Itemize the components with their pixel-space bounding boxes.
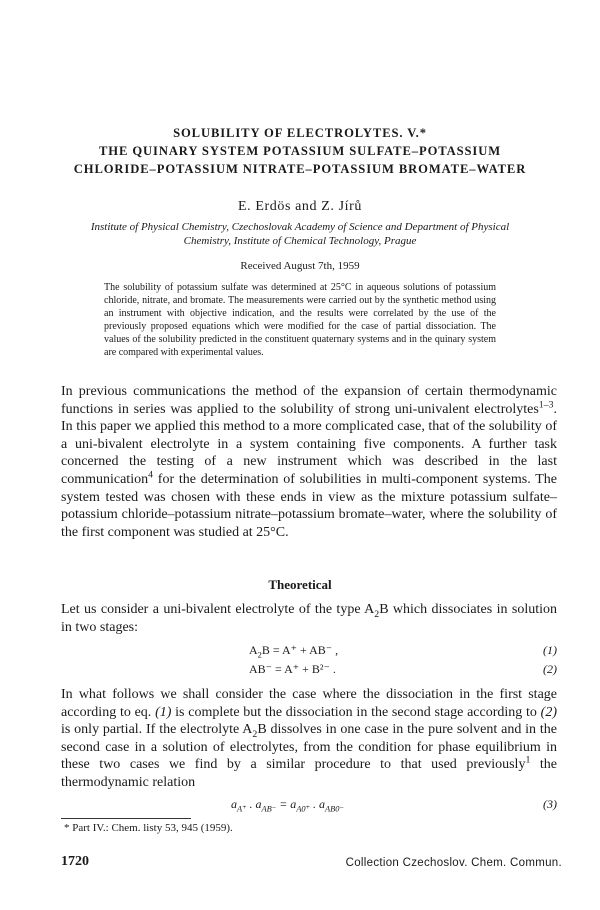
theory1-text-1: Let us consider a uni-bivalent electrolyte of the type A	[61, 602, 375, 617]
equation-1-expression: $A_2B = A^+ + AB^-$ ,	[249, 643, 339, 660]
journal-name: Collection Czechoslov. Chem. Commun.	[345, 857, 562, 869]
equation-2-expression: AB⁻ = A⁺ + B²⁻ .	[249, 662, 336, 676]
intro-ref-2: 4	[148, 469, 153, 481]
theory2-ref: 1	[525, 754, 531, 766]
affiliation-line-2: Chemistry, Institute of Chemical Technology, Prague	[183, 235, 417, 247]
equation-3-number: (3)	[543, 797, 557, 811]
equation-2	[61, 662, 557, 680]
authors: E. Erdös and Z. Jírů	[238, 199, 362, 214]
intro-ref-1: 1–3	[538, 398, 554, 410]
theory1-text-2: B which dissociates in solution in two stages:	[61, 602, 557, 635]
equation-2-number: (2)	[543, 662, 557, 676]
intro-text-2: . In this paper we applied this method to a more complicated case, that of the solubility of a uni-bivalent electrolyte in a system containing five components. A further task concerned the testing of a new instrument which was described in the last communication	[61, 401, 557, 487]
footnote: * Part IV.: Chem. listy 53, 945 (1959).	[64, 822, 233, 834]
abstract: The solubility of potassium sulfate was determined at 25°C in aqueous solutions of potassium chloride, nitrate, and bromate. The measurements were carried out by the synthetic method using an instrument with objective indication, and the results were correlated by the use of the previously proposed equations which were modified for the case of partial dissociation. The values of the solubility predicted in the constituent quaternary systems and in the quinary system are compared with experimental values.	[104, 282, 496, 358]
theory1-sub: 2	[374, 608, 380, 620]
received-date: Received August 7th, 1959	[240, 260, 360, 272]
equation-1	[61, 643, 557, 661]
equation-3	[61, 797, 557, 815]
page-number: 1720	[61, 854, 89, 869]
footnote-rule	[61, 818, 191, 819]
intro-text-3: for the determination of solubilities in multi-component systems. The system tested was chosen with these ends in view as the mixture potassium sulfate–potassium chloride–potassium nitrate–potassium bromate–water, where the solubility of the first component was studied at 25°C.	[61, 471, 557, 540]
title-line-2: THE QUINARY SYSTEM POTASSIUM SULFATE–POTASSIUM	[98, 144, 502, 158]
eq-ref-1: (1)	[155, 704, 172, 720]
affiliation-line-1: Institute of Physical Chemistry, Czechoslovak Academy of Science and Department of Physical	[90, 221, 510, 233]
intro-paragraph	[61, 383, 557, 541]
section-heading: Theoretical	[268, 577, 332, 592]
equation-3-expression: $a_{A^+}$ . $a_{AB^-} = a_{A0^+}$ . $a_{AB0^-}$	[231, 797, 344, 814]
title-line-3: CHLORIDE–POTASSIUM NITRATE–POTASSIUM BROMATE–WATER	[73, 162, 527, 176]
theory-paragraph-2: In what follows we shall consider the case where the dissociation in the first stage according to eq. (1) is complete but the dissociation in the second stage according to (2) is only partial. If the electrolyte $A_2B$ dissolves in one case in the pure solvent and in the second case in a solution of electrolytes, from the condition for phase equilibrium in these two cases we find by a similar procedure to that used previously$^1$ the thermodynamic relation	[61, 687, 558, 790]
intro-text-1: In previous communications the method of the expansion of certain thermodynamic functions in series was applied to the solubility of strong uni-univalent electrolytes	[61, 384, 557, 417]
title-line-1: SOLUBILITY OF ELECTROLYTES. V.*	[173, 126, 427, 140]
eq-ref-2: (2)	[540, 704, 557, 720]
equation-1-number: (1)	[543, 643, 557, 657]
theory-paragraph-1	[61, 601, 557, 636]
